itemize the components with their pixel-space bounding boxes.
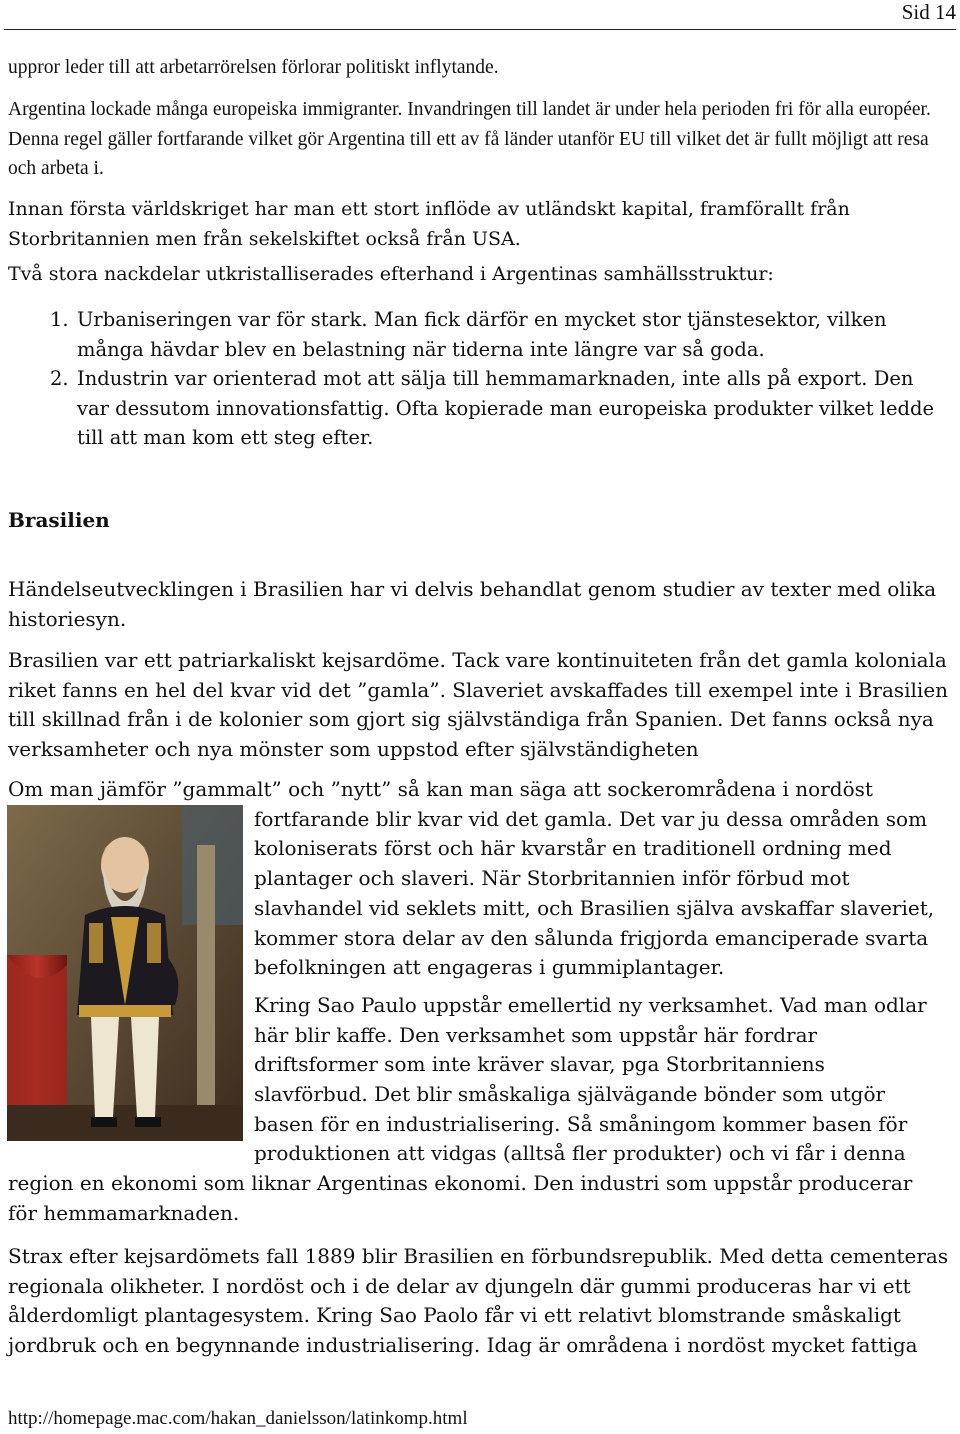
list-item-number: 2. bbox=[50, 367, 69, 390]
sao-paulo-line: för hemmamarknaden. bbox=[8, 1200, 240, 1225]
list-item-number: 1. bbox=[50, 308, 69, 331]
list-item-text: Urbaniseringen var för stark. Man fick därför en mycket stor tjänstesektor, vilken många hävdar blev en belastning när tiderna inte längre var så goda. bbox=[77, 308, 887, 361]
page-number: Sid 14 bbox=[901, 0, 956, 24]
list-item bbox=[8, 364, 948, 453]
sao-paulo-line: här blir kaffe. Den verksamhet som uppstår här fordrar bbox=[254, 1022, 818, 1047]
comparison-line: kommer stora delar av den sålunda frigjorda emanciperade svarta bbox=[254, 925, 929, 950]
paragraph-republic: Strax efter kejsardömets fall 1889 blir Brasilien en förbundsrepublik. Med detta cementeras regionala olikheter. I nordöst och i de delar av djungeln där gummi produceras har vi ett ålderdomligt plantagesystem. Kring Sao Paolo får vi ett relativt blomstrande småskaligt jordbruk och en begynnande industrialisering. Idag är områdena i nordöst mycket fattiga bbox=[8, 1244, 949, 1357]
comparison-line: fortfarande blir kvar vid det gamla. Det var ju dessa områden som bbox=[254, 806, 928, 831]
list-item bbox=[8, 305, 948, 364]
sao-paulo-line: basen för en industrialisering. Så småningom kommer basen för bbox=[254, 1111, 908, 1136]
header-rule bbox=[4, 29, 956, 30]
paragraph-history-views: Händelseutvecklingen i Brasilien har vi delvis behandlat genom studier av texter med olika historiesyn. bbox=[8, 577, 937, 631]
footer-url: http://homepage.mac.com/hakan_danielsson/latinkomp.html bbox=[8, 1408, 468, 1429]
comparison-line: slavhandel vid seklets mitt, och Brasilien själva avskaffar slaveriet, bbox=[254, 895, 935, 920]
comparison-line: Om man jämför ”gammalt” och ”nytt” så kan man säga att sockerområdena i nordöst bbox=[8, 777, 873, 801]
sao-paulo-line: produktionen att vidgas (alltså fler produkter) och vi får i denna bbox=[254, 1141, 906, 1166]
paragraph-uprising: uppror leder till att arbetarrörelsen förlorar politiskt inflytande. bbox=[8, 57, 499, 78]
sao-paulo-line: slavförbud. Det blir småskaliga självägande bönder som utgör bbox=[254, 1082, 886, 1107]
section-heading-brasilien: Brasilien bbox=[8, 508, 110, 532]
sao-paulo-line: region en ekonomi som liknar Argentinas ekonomi. Den industri som uppstår producerar bbox=[8, 1171, 913, 1196]
comparison-block bbox=[8, 775, 950, 1229]
sao-paulo-line: driftsformer som inte kräver slavar, pga Storbritanniens bbox=[254, 1052, 825, 1077]
paragraph-disadvantages-intro: Två stora nackdelar utkristalliserades efterhand i Argentinas samhällsstruktur: bbox=[8, 263, 774, 285]
sao-paulo-line: Kring Sao Paulo uppstår emellertid ny verksamhet. Vad man odlar bbox=[254, 992, 927, 1017]
disadvantages-list bbox=[8, 305, 948, 453]
comparison-line: befolkningen att engageras i gummiplantager. bbox=[254, 955, 725, 980]
paragraph-capital: Innan första världskriget har man ett stort inflöde av utländskt kapital, framförallt från Storbritannien men från sekelskiftet också från USA. bbox=[8, 198, 850, 250]
paragraph-empire: Brasilien var ett patriarkaliskt kejsardöme. Tack vare kontinuiteten från det gamla koloniala riket fanns en hel del kvar vid det ”gamla”. Slaveriet avskaffades till exempel inte i Brasilien till skillnad från i de kolonier som gjort sig självständiga från Spanien. Det fanns också nya verksamheter och nya mönster som uppstod efter självständigheten bbox=[8, 648, 949, 761]
paragraph-immigration: Argentina lockade många europeiska immigranter. Invandringen till landet är under hela perioden fri för alla européer. Denna regel gäller fortfarande vilket gör Argentina till ett av få länder utanför EU till vilket det är fullt möjligt att resa och arbeta i. bbox=[8, 99, 931, 179]
comparison-line: plantager och slaveri. När Storbritannien inför förbud mot bbox=[254, 866, 850, 891]
comparison-line: koloniserats först och här kvarstår en traditionell ordning med bbox=[254, 836, 892, 861]
list-item-text: Industrin var orienterad mot att sälja till hemmamarknaden, inte alls på export. Den var dessutom innovationsfattig. Ofta kopierade man europeiska produkter vilket ledde till att man kom ett steg efter. bbox=[77, 367, 935, 449]
